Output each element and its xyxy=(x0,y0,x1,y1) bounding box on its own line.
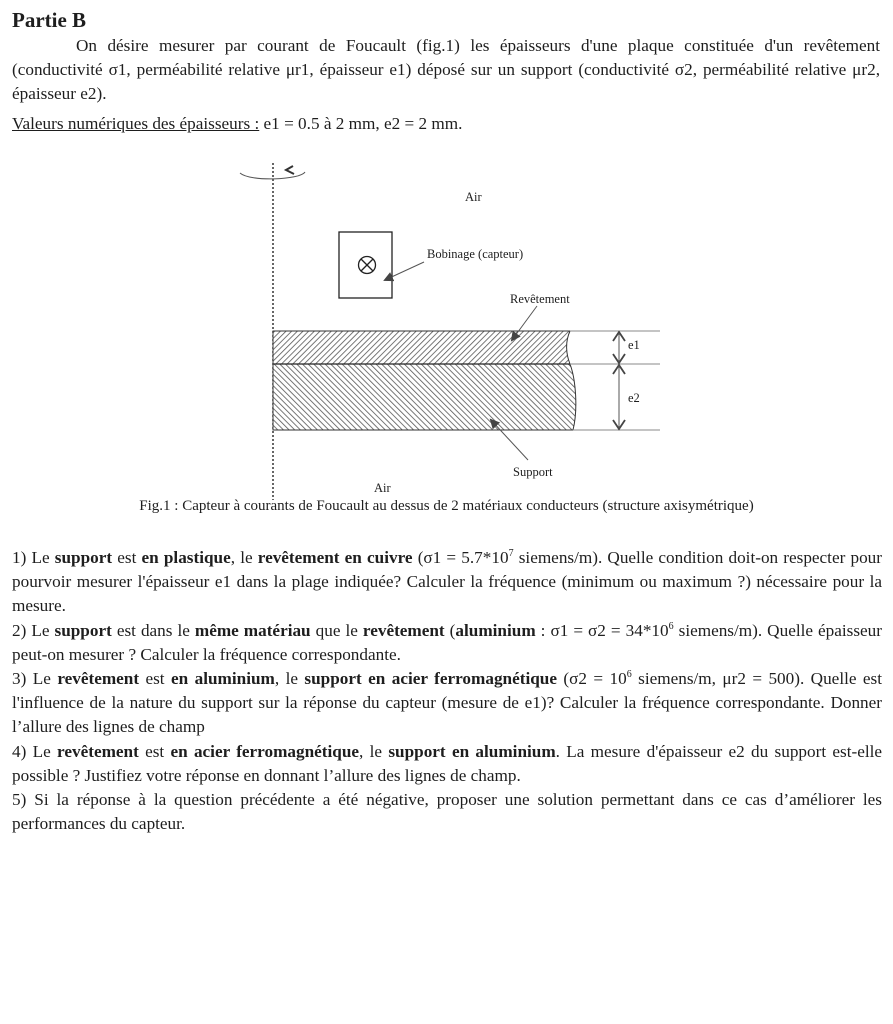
question-text: que le xyxy=(310,620,363,640)
question-text: est xyxy=(139,669,172,689)
emphasis-text: aluminium xyxy=(455,620,536,640)
question-number: 2) xyxy=(12,620,27,640)
eddy-current-diagram xyxy=(0,150,893,530)
question-text: siemens/m). Quelle épaisseur peut-on mesurer ? Calculer la fréquence correspondante. xyxy=(12,620,882,664)
emphasis-text: support en acier ferromagnétique xyxy=(304,669,557,689)
question-number: 1) xyxy=(12,548,27,567)
question-text: Le xyxy=(26,669,58,689)
coil-sensor xyxy=(339,232,424,298)
figure-1 xyxy=(0,150,893,530)
label-support: Support xyxy=(513,465,553,479)
question-text: siemens/m, μr2 = 500). Quelle est l'influence de la nature du support sur la réponse du capteur (mesure de e1)? Calculer la fréquence correspondante. Donner l’allure des lignes de champ xyxy=(12,669,883,737)
label-air-bottom: Air xyxy=(374,481,391,495)
emphasis-text: support xyxy=(54,548,113,567)
emphasis-text: revêtement xyxy=(57,741,139,761)
support-layer xyxy=(273,364,576,460)
superscript: 7 xyxy=(508,548,514,559)
question-text: ( xyxy=(444,620,456,640)
section-heading: Partie B xyxy=(12,8,87,32)
question-4 xyxy=(12,740,882,788)
intro-paragraph: On désire mesurer par courant de Foucault (fig.1) les épaisseurs d'une plaque constituée d'un revêtement (conductivité σ1, perméabilité relative μr1, épaisseur e1) déposé sur un support (conductivité σ2, perméabilité relative μr2, épaisseur e2). xyxy=(12,36,880,104)
question-text: Le xyxy=(26,741,58,761)
question-text: Si la réponse à la question précédente a été négative, proposer une solution permettant dans ce cas d’améliorer les performances du capteur. xyxy=(12,790,882,834)
emphasis-text: support en aluminium xyxy=(388,741,556,761)
emphasis-text: revêtement xyxy=(362,620,445,640)
question-5 xyxy=(12,788,882,836)
question-text: (σ1 = 5.7*10 xyxy=(412,548,509,567)
emphasis-text: en acier ferromagnétique xyxy=(170,741,360,761)
question-number: 5) xyxy=(12,790,27,810)
label-e1: e1 xyxy=(628,338,640,352)
emphasis-text: support xyxy=(54,620,112,640)
question-text: , le xyxy=(274,669,305,689)
question-2 xyxy=(12,619,882,667)
emphasis-text: revêtement xyxy=(57,669,140,689)
label-e2: e2 xyxy=(628,391,640,405)
question-text: , le xyxy=(230,548,258,567)
question-text: est dans le xyxy=(111,620,195,640)
question-list xyxy=(12,546,882,836)
question-text: . La mesure d'épaisseur e2 du support est-elle possible ? Justifiez votre réponse en donnant l’allure des lignes de champ. xyxy=(12,741,883,785)
question-text: : σ1 = σ2 = 34*10 xyxy=(535,620,669,640)
emphasis-text: même matériau xyxy=(194,620,311,640)
question-text: Le xyxy=(26,620,55,640)
emphasis-text: en plastique xyxy=(141,548,231,567)
coating-layer xyxy=(273,306,570,364)
dimension-lines xyxy=(570,331,660,430)
question-1 xyxy=(12,546,882,619)
question-number: 3) xyxy=(12,669,27,689)
question-text: (σ2 = 10 xyxy=(556,669,627,689)
question-text: siemens/m). Quelle condition doit-on respecter pour pourvoir mesurer l'épaisseur e1 dans la plage indiquée? Calculer la fréquence (minimum ou maximum ?) nécessaire pour la mesure. xyxy=(12,548,882,616)
label-coil: Bobinage (capteur) xyxy=(427,247,524,261)
question-text: est xyxy=(138,741,171,761)
superscript: 6 xyxy=(626,669,632,681)
question-3 xyxy=(12,667,882,740)
emphasis-text: en aluminium xyxy=(171,669,275,689)
thickness-values-text: e1 = 0.5 à 2 mm, e2 = 2 mm. xyxy=(259,114,463,133)
thickness-values xyxy=(12,114,462,134)
label-air-top: Air xyxy=(465,190,482,204)
superscript: 6 xyxy=(668,620,674,632)
question-text: est xyxy=(112,548,142,567)
figure-caption: Fig.1 : Capteur à courants de Foucault au dessus de 2 matériaux conducteurs (structure axisymétrique) xyxy=(139,498,754,514)
emphasis-text: revêtement en cuivre xyxy=(257,548,413,567)
question-number: 4) xyxy=(12,741,27,761)
thickness-values-label: Valeurs numériques des épaisseurs : xyxy=(12,114,260,133)
label-coating: Revêtement xyxy=(510,292,570,306)
question-text: Le xyxy=(26,548,55,567)
question-text: , le xyxy=(359,741,389,761)
